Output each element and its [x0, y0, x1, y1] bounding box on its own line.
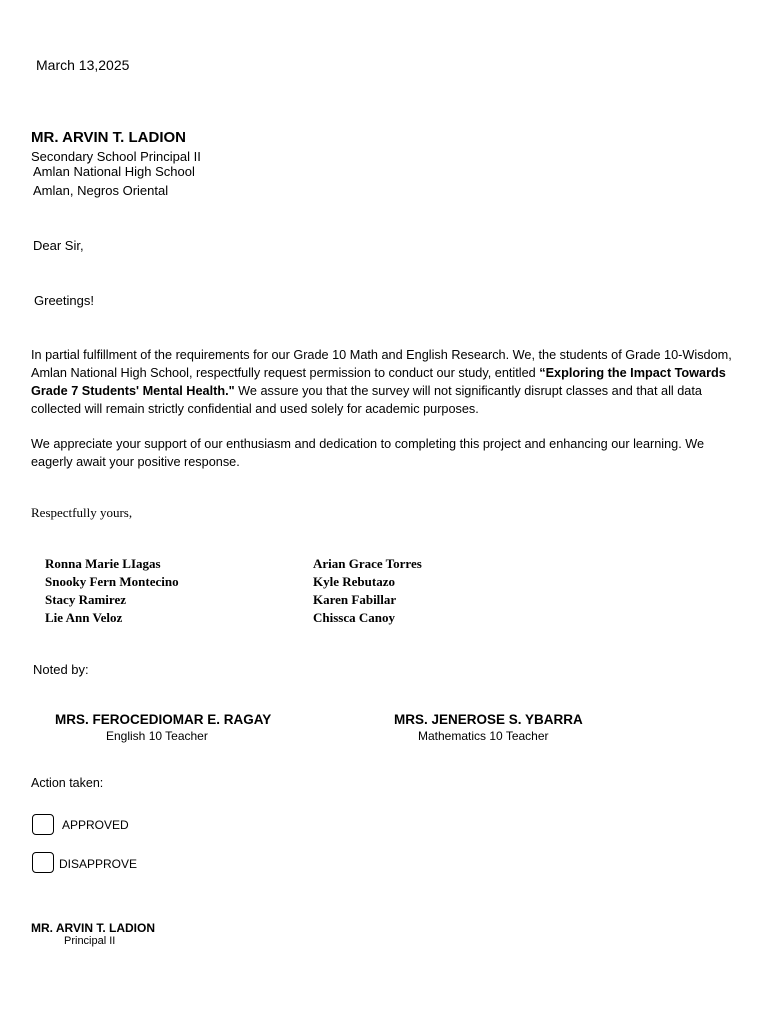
action-taken-label: Action taken:	[31, 776, 104, 790]
salutation: Dear Sir,	[33, 238, 84, 253]
teacher-name-math: MRS. JENEROSE S. YBARRA	[394, 712, 583, 727]
greeting: Greetings!	[34, 293, 94, 308]
signatories-left	[45, 555, 179, 627]
student-name: Chissca Canoy	[313, 610, 395, 625]
request-text: In partial fulfillment of the requirements for our Grade 10 Math and English Research. We, the students of Grade 10-Wisdom, Amlan National High School, respectfully request permission to conduct our study, entitled	[31, 348, 732, 380]
teacher-role-math: Mathematics 10 Teacher	[418, 729, 549, 743]
student-name: Kyle Rebutazo	[313, 574, 395, 589]
student-name: Snooky Fern Montecino	[45, 574, 179, 589]
principal-title: Principal II	[64, 935, 116, 947]
closing: Respectfully yours,	[31, 505, 133, 520]
noted-by-label: Noted by:	[33, 662, 89, 677]
disapprove-checkbox[interactable]	[32, 852, 54, 873]
letter-date: March 13,2025	[36, 57, 130, 73]
student-name: Lie Ann Veloz	[45, 610, 123, 625]
recipient-school: Amlan National High School	[33, 164, 195, 179]
study-title: “Exploring the Impact Towards Grade 7 Students' Mental Health."	[31, 366, 726, 398]
teacher-role-english: English 10 Teacher	[106, 729, 208, 743]
student-name: Ronna Marie LIagas	[45, 556, 161, 571]
signatories-right	[313, 555, 422, 627]
assurance-text: We assure you that the survey will not significantly disrupt classes and that all data collected will remain strictly confidential and used solely for academic purposes.	[31, 384, 702, 416]
recipient-address: Amlan, Negros Oriental	[33, 183, 169, 198]
body-paragraph-request	[31, 346, 733, 418]
student-name: Karen Fabillar	[313, 592, 397, 607]
recipient-position: Secondary School Principal II	[31, 149, 201, 164]
approved-checkbox[interactable]	[32, 814, 54, 835]
recipient-name: MR. ARVIN T. LADION	[31, 129, 187, 146]
student-name: Stacy Ramirez	[45, 592, 126, 607]
teacher-name-english: MRS. FEROCEDIOMAR E. RAGAY	[55, 712, 272, 727]
student-name: Arian Grace Torres	[313, 556, 422, 571]
disapprove-label: DISAPPROVE	[59, 857, 138, 871]
principal-name: MR. ARVIN T. LADION	[31, 921, 156, 935]
body-paragraph-appreciation: We appreciate your support of our enthusiasm and dedication to completing this project and enhancing our learning. We eagerly await your positive response.	[31, 437, 705, 469]
approved-label: APPROVED	[62, 818, 129, 832]
